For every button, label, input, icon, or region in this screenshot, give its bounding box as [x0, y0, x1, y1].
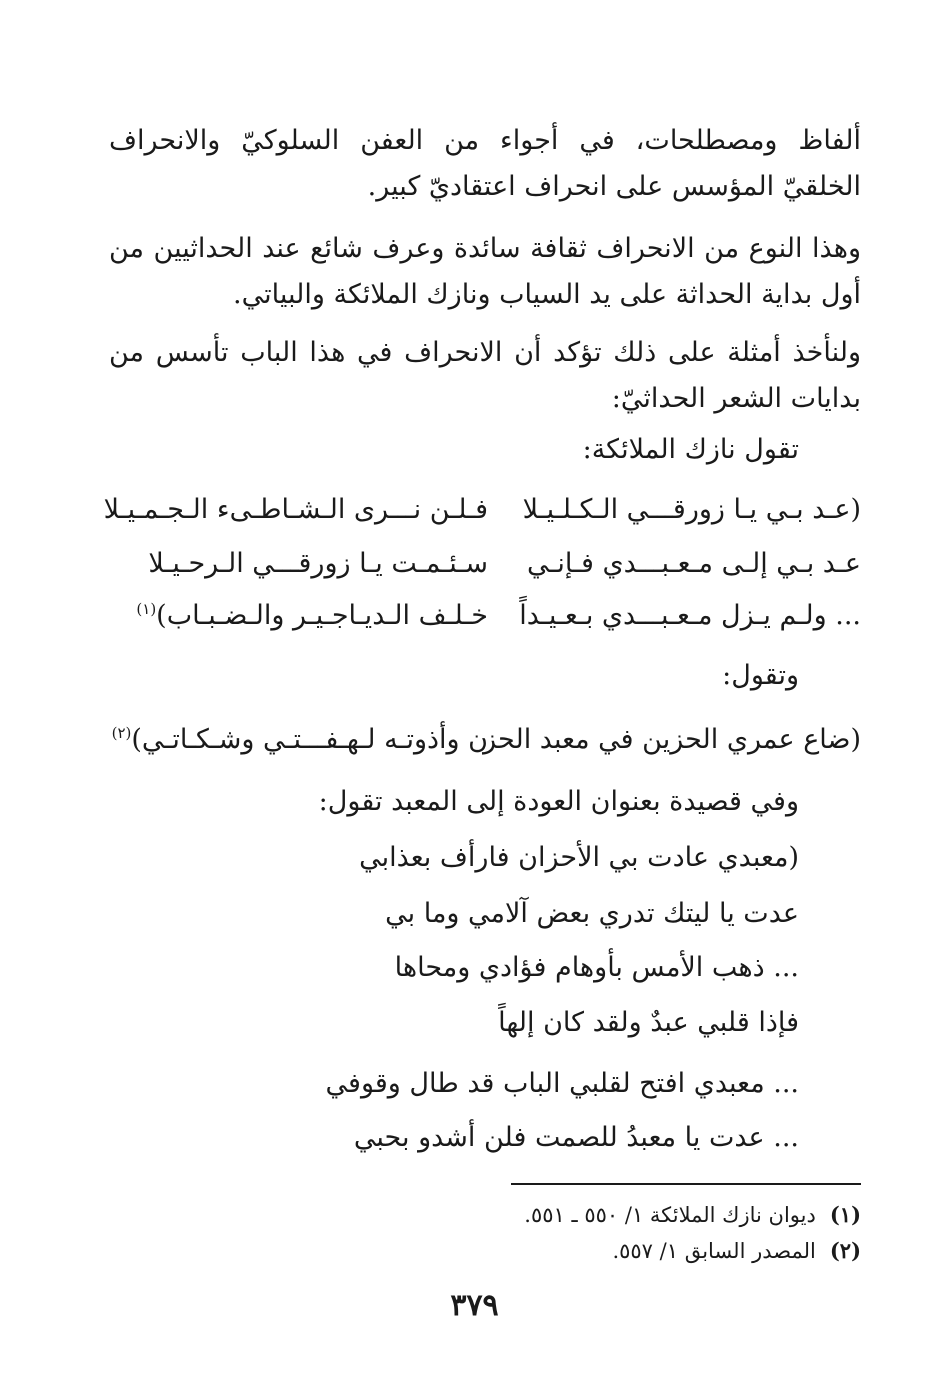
poem-3-line: (معبدي عادت بي الأحزان فارأف بعذابي: [359, 842, 799, 873]
poem-3-line: ... ذهب الأمس بأوهام فؤادي ومحاها: [394, 952, 799, 983]
verse-3-second-hemistich: خـلـف الـديـاجـيـر والـضـبـاب)$^{(١)}$: [136, 600, 488, 631]
footnote-2-text: المصدر السابق ١/ ٥٥٧.: [612, 1239, 816, 1263]
footnote-1-text: ديوان نازك الملائكة ١/ ٥٥٠ ـ ٥٥١.: [524, 1203, 816, 1227]
poem-3-line: عدت يا ليتك تدري بعض آلامي وما بي: [385, 898, 799, 929]
intro-3: وفي قصيدة بعنوان العودة إلى المعبد تقول:: [318, 786, 799, 817]
footnote-1: [524, 1200, 861, 1230]
poem-3-line: ... معبدي افتح لقلبي الباب قد طال وقوفي: [325, 1068, 799, 1099]
paragraph-2: وهذا النوع من الانحراف ثقافة سائدة وعرف شائع عند الحداثيين من أول بداية الحداثة على يد السياب ونازك الملائكة والبياتي.: [109, 233, 861, 310]
verse-1-second-hemistich: فـلـن نـــرى الـشـاطـىء الـجـمـيـلا: [103, 494, 488, 525]
verse-3-first-hemistich: ... ولـم يـزل مـعـبـــدي بـعـيـداً: [519, 600, 861, 631]
poem-2-second-hemistich: ن وأذوتـه لـهـفـــتـي وشـكـاتـي)$^{(٢)}$: [111, 724, 488, 755]
page-number: ٣٧٩: [450, 1288, 499, 1323]
paragraph-1: ألفاظ ومصطلحات، في أجواء من العفن السلوكيّ والانحراف الخلقيّ المؤسس على انحراف اعتقاديّ كبير.: [109, 125, 861, 202]
intro-2: وتقول:: [722, 660, 799, 691]
footnote-divider: [511, 1183, 861, 1185]
footnote-2-number: (٢): [829, 1238, 861, 1263]
verse-2-first-hemistich: عـد بـي إلـى مـعـبـــدي فـإنـي: [526, 548, 861, 579]
footnote-ref-1[interactable]: (١): [136, 600, 157, 618]
footnote-2: [612, 1236, 861, 1266]
verse-1-first-hemistich: (عـد بـي يـا زورقـــي الـكـلـيـلا: [522, 494, 861, 525]
paragraph-3: ولنأخذ أمثلة على ذلك تؤكد أن الانحراف في هذا الباب تأسس من بدايات الشعر الحداثيّ:: [109, 337, 861, 414]
verse-2-second-hemistich: سـئـمـت يـا زورقـــي الـرحـيـلا: [148, 548, 488, 579]
footnote-1-number: (١): [829, 1202, 861, 1227]
poem-2-first-hemistich: (ضاع عمري الحزين في معبد الحز: [483, 724, 861, 755]
poem-3-line: ... عدت يا معبدُ للصمت فلن أشدو بحبي: [353, 1122, 799, 1153]
poem-3-line: فإذا قلبي عبدٌ ولقد كان إلهاً: [498, 1007, 799, 1038]
intro-nazik: تقول نازك الملائكة:: [582, 434, 799, 465]
footnote-ref-2[interactable]: (٢): [111, 724, 132, 742]
